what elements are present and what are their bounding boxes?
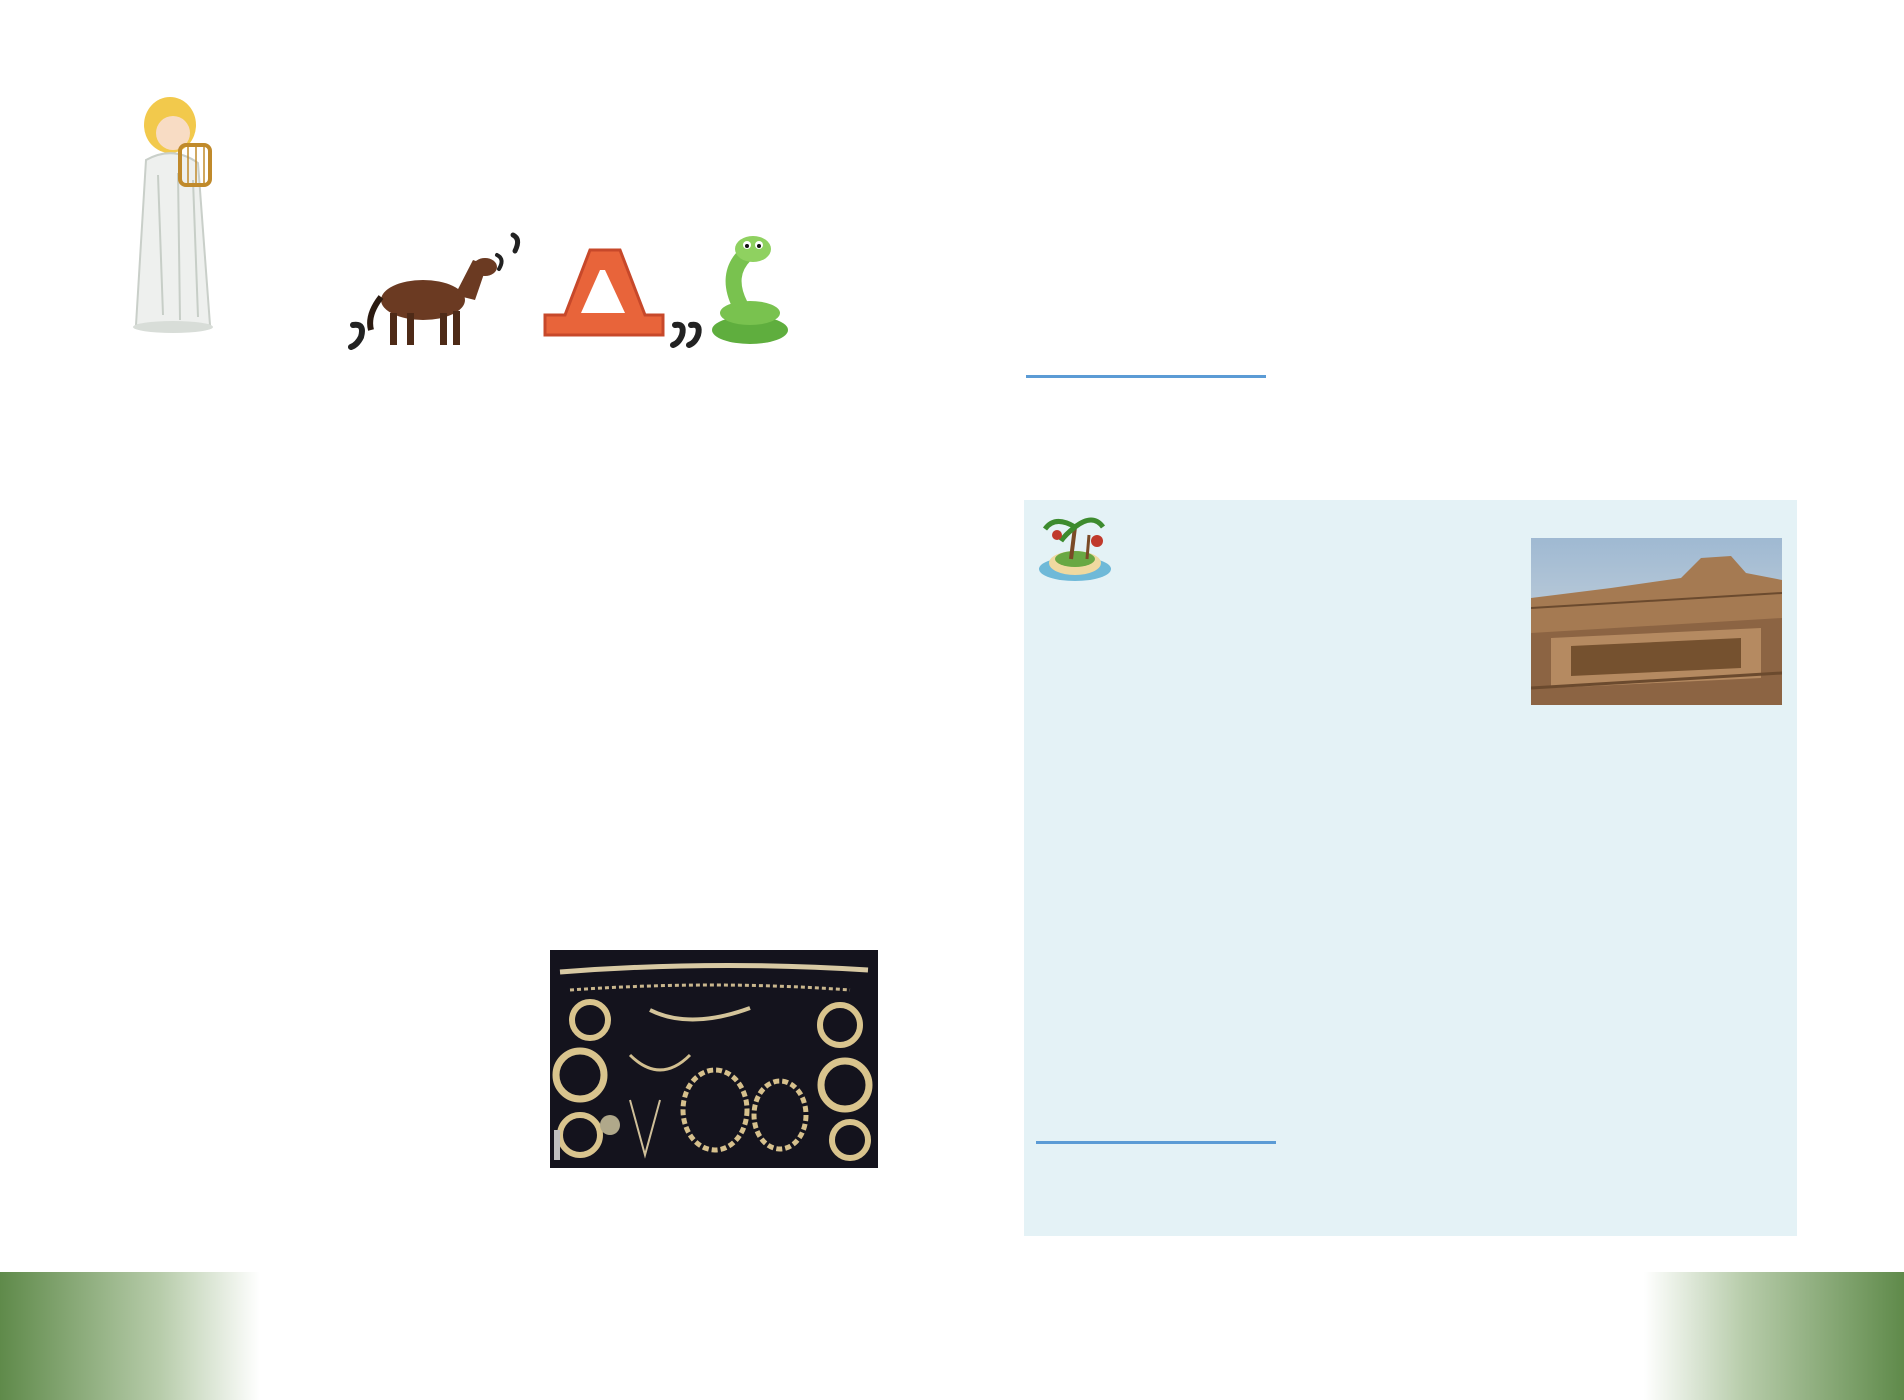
island-icon bbox=[1035, 505, 1115, 585]
comma-icon bbox=[351, 325, 362, 347]
horse-icon bbox=[370, 258, 497, 345]
snake-icon bbox=[712, 236, 788, 344]
clio-muse-illustration bbox=[118, 85, 243, 335]
questions-divider bbox=[1026, 375, 1266, 378]
jewelry-photo bbox=[550, 950, 878, 1168]
left-footer-band bbox=[0, 1272, 952, 1400]
box-question-divider bbox=[1036, 1141, 1276, 1144]
rebus-images bbox=[345, 225, 795, 350]
right-footer-band bbox=[952, 1272, 1904, 1400]
ruins-photo bbox=[1531, 538, 1782, 705]
letter-d-icon bbox=[545, 250, 663, 335]
rebus bbox=[345, 225, 795, 350]
